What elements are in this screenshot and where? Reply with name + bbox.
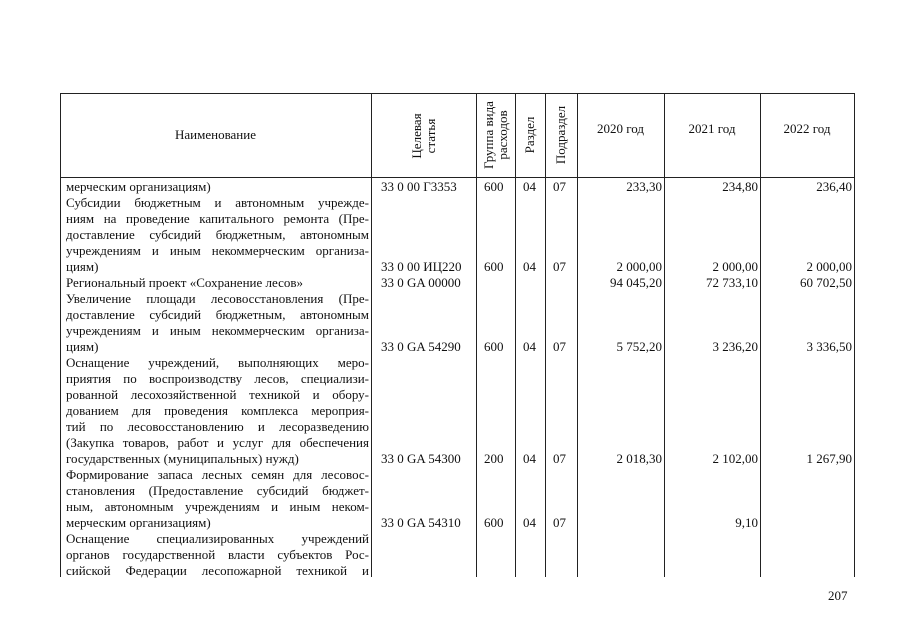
section-code: 04 [523, 339, 536, 354]
value-2020: 233,30 [626, 179, 662, 194]
value-2021: 2 102,00 [712, 451, 758, 466]
table-row-name: Региональный проект «Сохранение лесов» [66, 275, 304, 290]
value-2021: 9,10 [735, 515, 758, 530]
section-code: 04 [523, 451, 536, 466]
header-target-article: Целевая статья [409, 113, 438, 159]
column-divider [476, 93, 477, 577]
value-2020: 2 018,30 [616, 451, 662, 466]
column-divider [371, 93, 372, 577]
value-2022: 236,40 [816, 179, 852, 194]
value-2021: 2 000,00 [712, 259, 758, 274]
target-article-code: 33 0 00 ИЦ220 [381, 259, 462, 274]
table-row-name: Увеличение площади лесовосстановления (Пре- доставление субсидий бюджетным, автономным учреждениям и иным некоммерческим организа- циям) [66, 291, 369, 354]
header-name: Наименование [175, 127, 256, 142]
target-article-code: 33 0 GA 54290 [381, 339, 461, 354]
header-subsection: Подраздел [553, 105, 568, 165]
header-expense-group: Группа вида расходов [481, 101, 510, 169]
subsection-code: 07 [553, 451, 566, 466]
table-row-name: Формирование запаса лесных семян для лесовос- становления (Предоставление субсидий бюджет- ным, автономным учреждениям и иным неком- мерческим организациям) [66, 467, 369, 530]
section-code: 04 [523, 259, 536, 274]
value-2020: 94 045,20 [610, 275, 662, 290]
table-row-name: Субсидии бюджетным и автономным учрежде- ниям на проведение капитального ремонта (Пре- доставление субсидий бюджетным, автономным учреждениям и иным некоммерческим организа- циям) [66, 195, 369, 274]
table-row-name: Оснащение специализированных учреждений органов государственной власти субъектов Рос- сийской Федерации лесопожарной техникой и [66, 531, 369, 578]
value-2022: 60 702,50 [800, 275, 852, 290]
subsection-code: 07 [553, 179, 566, 194]
column-divider [854, 93, 855, 577]
column-divider [545, 93, 546, 577]
subsection-code: 07 [553, 259, 566, 274]
column-divider [664, 93, 665, 577]
column-divider [515, 93, 516, 577]
value-2020: 5 752,20 [616, 339, 662, 354]
value-2022: 2 000,00 [806, 259, 852, 274]
expense-group-code: 600 [484, 339, 504, 354]
value-2020: 2 000,00 [616, 259, 662, 274]
header-bottom-border [60, 177, 855, 178]
section-code: 04 [523, 179, 536, 194]
target-article-code: 33 0 00 Г3353 [381, 179, 457, 194]
value-2021: 72 733,10 [706, 275, 758, 290]
table-row-name: Оснащение учреждений, выполняющих меро- приятия по воспроизводству лесов, специализи- рованной лесохозяйственной техникой и обору- дованием для проведения комплекса мероприя- тий по лесовосстановлению и лесоразведению (Закупка товаров, работ и услуг для обеспечения государственных (муниципальных) нужд) [66, 355, 369, 466]
header-year-2020: 2020 год [597, 121, 644, 136]
header-year-2022: 2022 год [783, 121, 831, 136]
expense-group-code: 600 [484, 259, 504, 274]
value-2022: 1 267,90 [806, 451, 852, 466]
expense-group-code: 600 [484, 515, 504, 530]
page-number: 207 [828, 588, 848, 603]
expense-group-code: 200 [484, 451, 504, 466]
subsection-code: 07 [553, 339, 566, 354]
target-article-code: 33 0 GA 54300 [381, 451, 461, 466]
value-2022: 3 336,50 [806, 339, 852, 354]
target-article-code: 33 0 GA 54310 [381, 515, 461, 530]
budget-table [60, 93, 855, 577]
value-2021: 234,80 [722, 179, 758, 194]
header-section: Раздел [522, 116, 537, 154]
expense-group-code: 600 [484, 179, 504, 194]
header-year-2021: 2021 год [688, 121, 736, 136]
target-article-code: 33 0 GA 00000 [381, 275, 461, 290]
section-code: 04 [523, 515, 536, 530]
column-divider [577, 93, 578, 577]
table-row-name: мерческим организациям) [66, 179, 211, 194]
column-divider [760, 93, 761, 577]
subsection-code: 07 [553, 515, 566, 530]
value-2021: 3 236,20 [712, 339, 758, 354]
